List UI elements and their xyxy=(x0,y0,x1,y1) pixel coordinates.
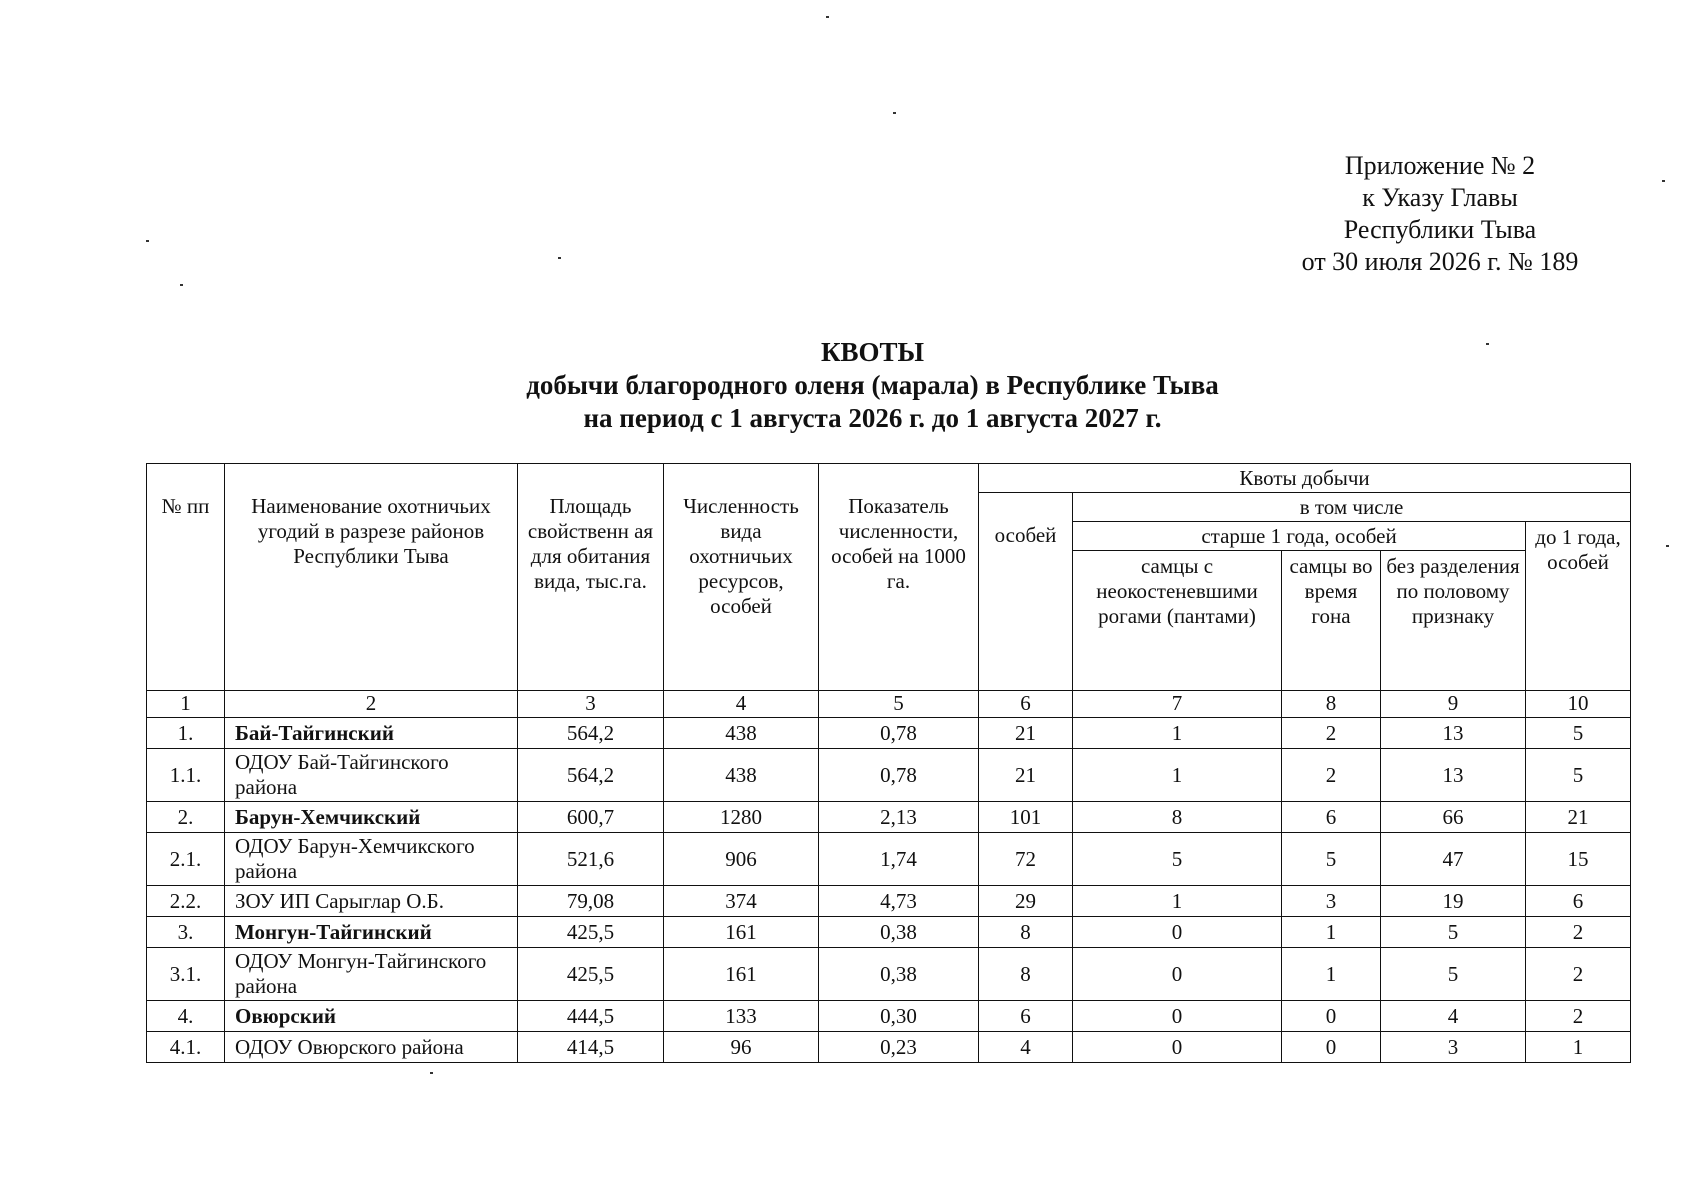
table-row xyxy=(147,718,1631,749)
header-quotas: Квоты добычи xyxy=(979,464,1631,493)
cell-rut: 6 xyxy=(1282,802,1381,833)
cell-index: 0,78 xyxy=(819,749,979,802)
cell-area: 444,5 xyxy=(518,1001,664,1032)
cell-young: 2 xyxy=(1526,1001,1631,1032)
header-including: в том числе xyxy=(1073,493,1631,522)
cell-rut: 0 xyxy=(1282,1032,1381,1063)
scan-speck xyxy=(430,1072,433,1074)
cell-index: 0,30 xyxy=(819,1001,979,1032)
cell-nosex: 3 xyxy=(1381,1032,1526,1063)
scan-speck xyxy=(826,16,829,18)
table-row xyxy=(147,1001,1631,1032)
cell-population: 438 xyxy=(664,749,819,802)
cell-nosex: 66 xyxy=(1381,802,1526,833)
cell-index: 0,38 xyxy=(819,948,979,1001)
cell-population: 1280 xyxy=(664,802,819,833)
cell-rut: 2 xyxy=(1282,749,1381,802)
cell-name: ЗОУ ИП Сарыглар О.Б. xyxy=(225,886,518,917)
scan-speck xyxy=(1666,545,1669,547)
table-row xyxy=(147,1032,1631,1063)
header-name: Наименование охотничьих угодий в разрезе районов Республики Тыва xyxy=(225,464,518,691)
table-row xyxy=(147,886,1631,917)
cell-antlers: 8 xyxy=(1073,802,1282,833)
cell-area: 564,2 xyxy=(518,749,664,802)
cell-total: 8 xyxy=(979,948,1073,1001)
cell-num: 4. xyxy=(147,1001,225,1032)
cell-index: 0,78 xyxy=(819,718,979,749)
title-main: КВОТЫ xyxy=(820,337,925,367)
cell-young: 5 xyxy=(1526,718,1631,749)
cell-name: ОДОУ Барун-Хемчикского района xyxy=(225,833,518,886)
appendix-header xyxy=(1270,150,1610,278)
cell-name: ОДОУ Бай-Тайгинского района xyxy=(225,749,518,802)
appendix-line: к Указу Главы xyxy=(1362,183,1518,212)
cell-young: 6 xyxy=(1526,886,1631,917)
column-number: 10 xyxy=(1526,691,1631,718)
header-nosex: без разделения по половому признаку xyxy=(1381,551,1526,691)
scan-speck xyxy=(146,240,149,242)
cell-num: 1. xyxy=(147,718,225,749)
cell-rut: 1 xyxy=(1282,917,1381,948)
cell-index: 0,38 xyxy=(819,917,979,948)
cell-num: 2.2. xyxy=(147,886,225,917)
cell-young: 5 xyxy=(1526,749,1631,802)
cell-name: Монгун-Тайгинский xyxy=(225,917,518,948)
quota-table xyxy=(146,463,1631,1063)
cell-antlers: 0 xyxy=(1073,948,1282,1001)
cell-num: 3.1. xyxy=(147,948,225,1001)
cell-population: 96 xyxy=(664,1032,819,1063)
cell-num: 2.1. xyxy=(147,833,225,886)
cell-index: 4,73 xyxy=(819,886,979,917)
cell-young: 2 xyxy=(1526,917,1631,948)
cell-antlers: 1 xyxy=(1073,749,1282,802)
table-row xyxy=(147,833,1631,886)
column-number: 1 xyxy=(147,691,225,718)
cell-total: 8 xyxy=(979,917,1073,948)
appendix-line: Республики Тыва xyxy=(1343,215,1537,244)
cell-index: 1,74 xyxy=(819,833,979,886)
cell-population: 133 xyxy=(664,1001,819,1032)
cell-num: 3. xyxy=(147,917,225,948)
scan-speck xyxy=(558,257,561,259)
scan-speck xyxy=(1662,180,1665,182)
cell-antlers: 0 xyxy=(1073,1001,1282,1032)
cell-total: 29 xyxy=(979,886,1073,917)
cell-name: ОДОУ Монгун-Тайгинского района xyxy=(225,948,518,1001)
cell-antlers: 1 xyxy=(1073,886,1282,917)
cell-name: Барун-Хемчикский xyxy=(225,802,518,833)
cell-num: 4.1. xyxy=(147,1032,225,1063)
cell-antlers: 0 xyxy=(1073,917,1282,948)
cell-total: 21 xyxy=(979,718,1073,749)
header-total: особей xyxy=(979,493,1073,691)
title-subtitle: добычи благородного оленя (марала) в Республике Тыва xyxy=(526,370,1219,400)
cell-num: 2. xyxy=(147,802,225,833)
column-number: 2 xyxy=(225,691,518,718)
scan-speck xyxy=(1486,343,1489,345)
column-number: 6 xyxy=(979,691,1073,718)
column-number: 5 xyxy=(819,691,979,718)
title-period: на период с 1 августа 2026 г. до 1 августа 2027 г. xyxy=(583,403,1162,433)
scan-speck xyxy=(893,112,896,114)
cell-total: 21 xyxy=(979,749,1073,802)
header-index: Показатель численности, особей на 1000 га. xyxy=(819,464,979,691)
table-row xyxy=(147,917,1631,948)
cell-nosex: 47 xyxy=(1381,833,1526,886)
cell-area: 414,5 xyxy=(518,1032,664,1063)
column-number: 4 xyxy=(664,691,819,718)
cell-index: 0,23 xyxy=(819,1032,979,1063)
column-number: 9 xyxy=(1381,691,1526,718)
cell-area: 79,08 xyxy=(518,886,664,917)
cell-nosex: 5 xyxy=(1381,917,1526,948)
header-num: № пп xyxy=(147,464,225,691)
header-rut: самцы во время гона xyxy=(1282,551,1381,691)
cell-population: 161 xyxy=(664,948,819,1001)
cell-index: 2,13 xyxy=(819,802,979,833)
cell-name: ОДОУ Овюрского района xyxy=(225,1032,518,1063)
cell-num: 1.1. xyxy=(147,749,225,802)
cell-nosex: 13 xyxy=(1381,718,1526,749)
table-row xyxy=(147,948,1631,1001)
document-title xyxy=(0,336,1698,435)
cell-rut: 3 xyxy=(1282,886,1381,917)
cell-antlers: 5 xyxy=(1073,833,1282,886)
header-population: Численность вида охотничьих ресурсов, особей xyxy=(664,464,819,691)
cell-nosex: 5 xyxy=(1381,948,1526,1001)
table-row xyxy=(147,802,1631,833)
cell-antlers: 0 xyxy=(1073,1032,1282,1063)
cell-area: 521,6 xyxy=(518,833,664,886)
column-number: 8 xyxy=(1282,691,1381,718)
header-antlers: самцы с неокостеневшими рогами (пантами) xyxy=(1073,551,1282,691)
cell-total: 6 xyxy=(979,1001,1073,1032)
cell-rut: 0 xyxy=(1282,1001,1381,1032)
appendix-line: от 30 июля 2026 г. № 189 xyxy=(1301,247,1579,276)
cell-young: 21 xyxy=(1526,802,1631,833)
column-number-row xyxy=(147,691,1631,718)
cell-nosex: 13 xyxy=(1381,749,1526,802)
cell-rut: 2 xyxy=(1282,718,1381,749)
cell-area: 425,5 xyxy=(518,948,664,1001)
cell-nosex: 19 xyxy=(1381,886,1526,917)
header-older: старше 1 года, особей xyxy=(1073,522,1526,551)
cell-population: 438 xyxy=(664,718,819,749)
cell-population: 374 xyxy=(664,886,819,917)
header-area: Площадь свойственн ая для обитания вида, тыс.га. xyxy=(518,464,664,691)
cell-young: 15 xyxy=(1526,833,1631,886)
column-number: 7 xyxy=(1073,691,1282,718)
cell-name: Бай-Тайгинский xyxy=(225,718,518,749)
cell-area: 564,2 xyxy=(518,718,664,749)
column-number: 3 xyxy=(518,691,664,718)
cell-rut: 1 xyxy=(1282,948,1381,1001)
cell-area: 600,7 xyxy=(518,802,664,833)
table-row xyxy=(147,749,1631,802)
scan-speck xyxy=(180,284,183,286)
cell-nosex: 4 xyxy=(1381,1001,1526,1032)
cell-population: 906 xyxy=(664,833,819,886)
cell-name: Овюрский xyxy=(225,1001,518,1032)
appendix-line: Приложение № 2 xyxy=(1344,151,1536,180)
cell-area: 425,5 xyxy=(518,917,664,948)
cell-population: 161 xyxy=(664,917,819,948)
header-young: до 1 года, особей xyxy=(1526,522,1631,691)
cell-total: 4 xyxy=(979,1032,1073,1063)
cell-young: 1 xyxy=(1526,1032,1631,1063)
cell-total: 101 xyxy=(979,802,1073,833)
cell-young: 2 xyxy=(1526,948,1631,1001)
cell-antlers: 1 xyxy=(1073,718,1282,749)
cell-rut: 5 xyxy=(1282,833,1381,886)
cell-total: 72 xyxy=(979,833,1073,886)
